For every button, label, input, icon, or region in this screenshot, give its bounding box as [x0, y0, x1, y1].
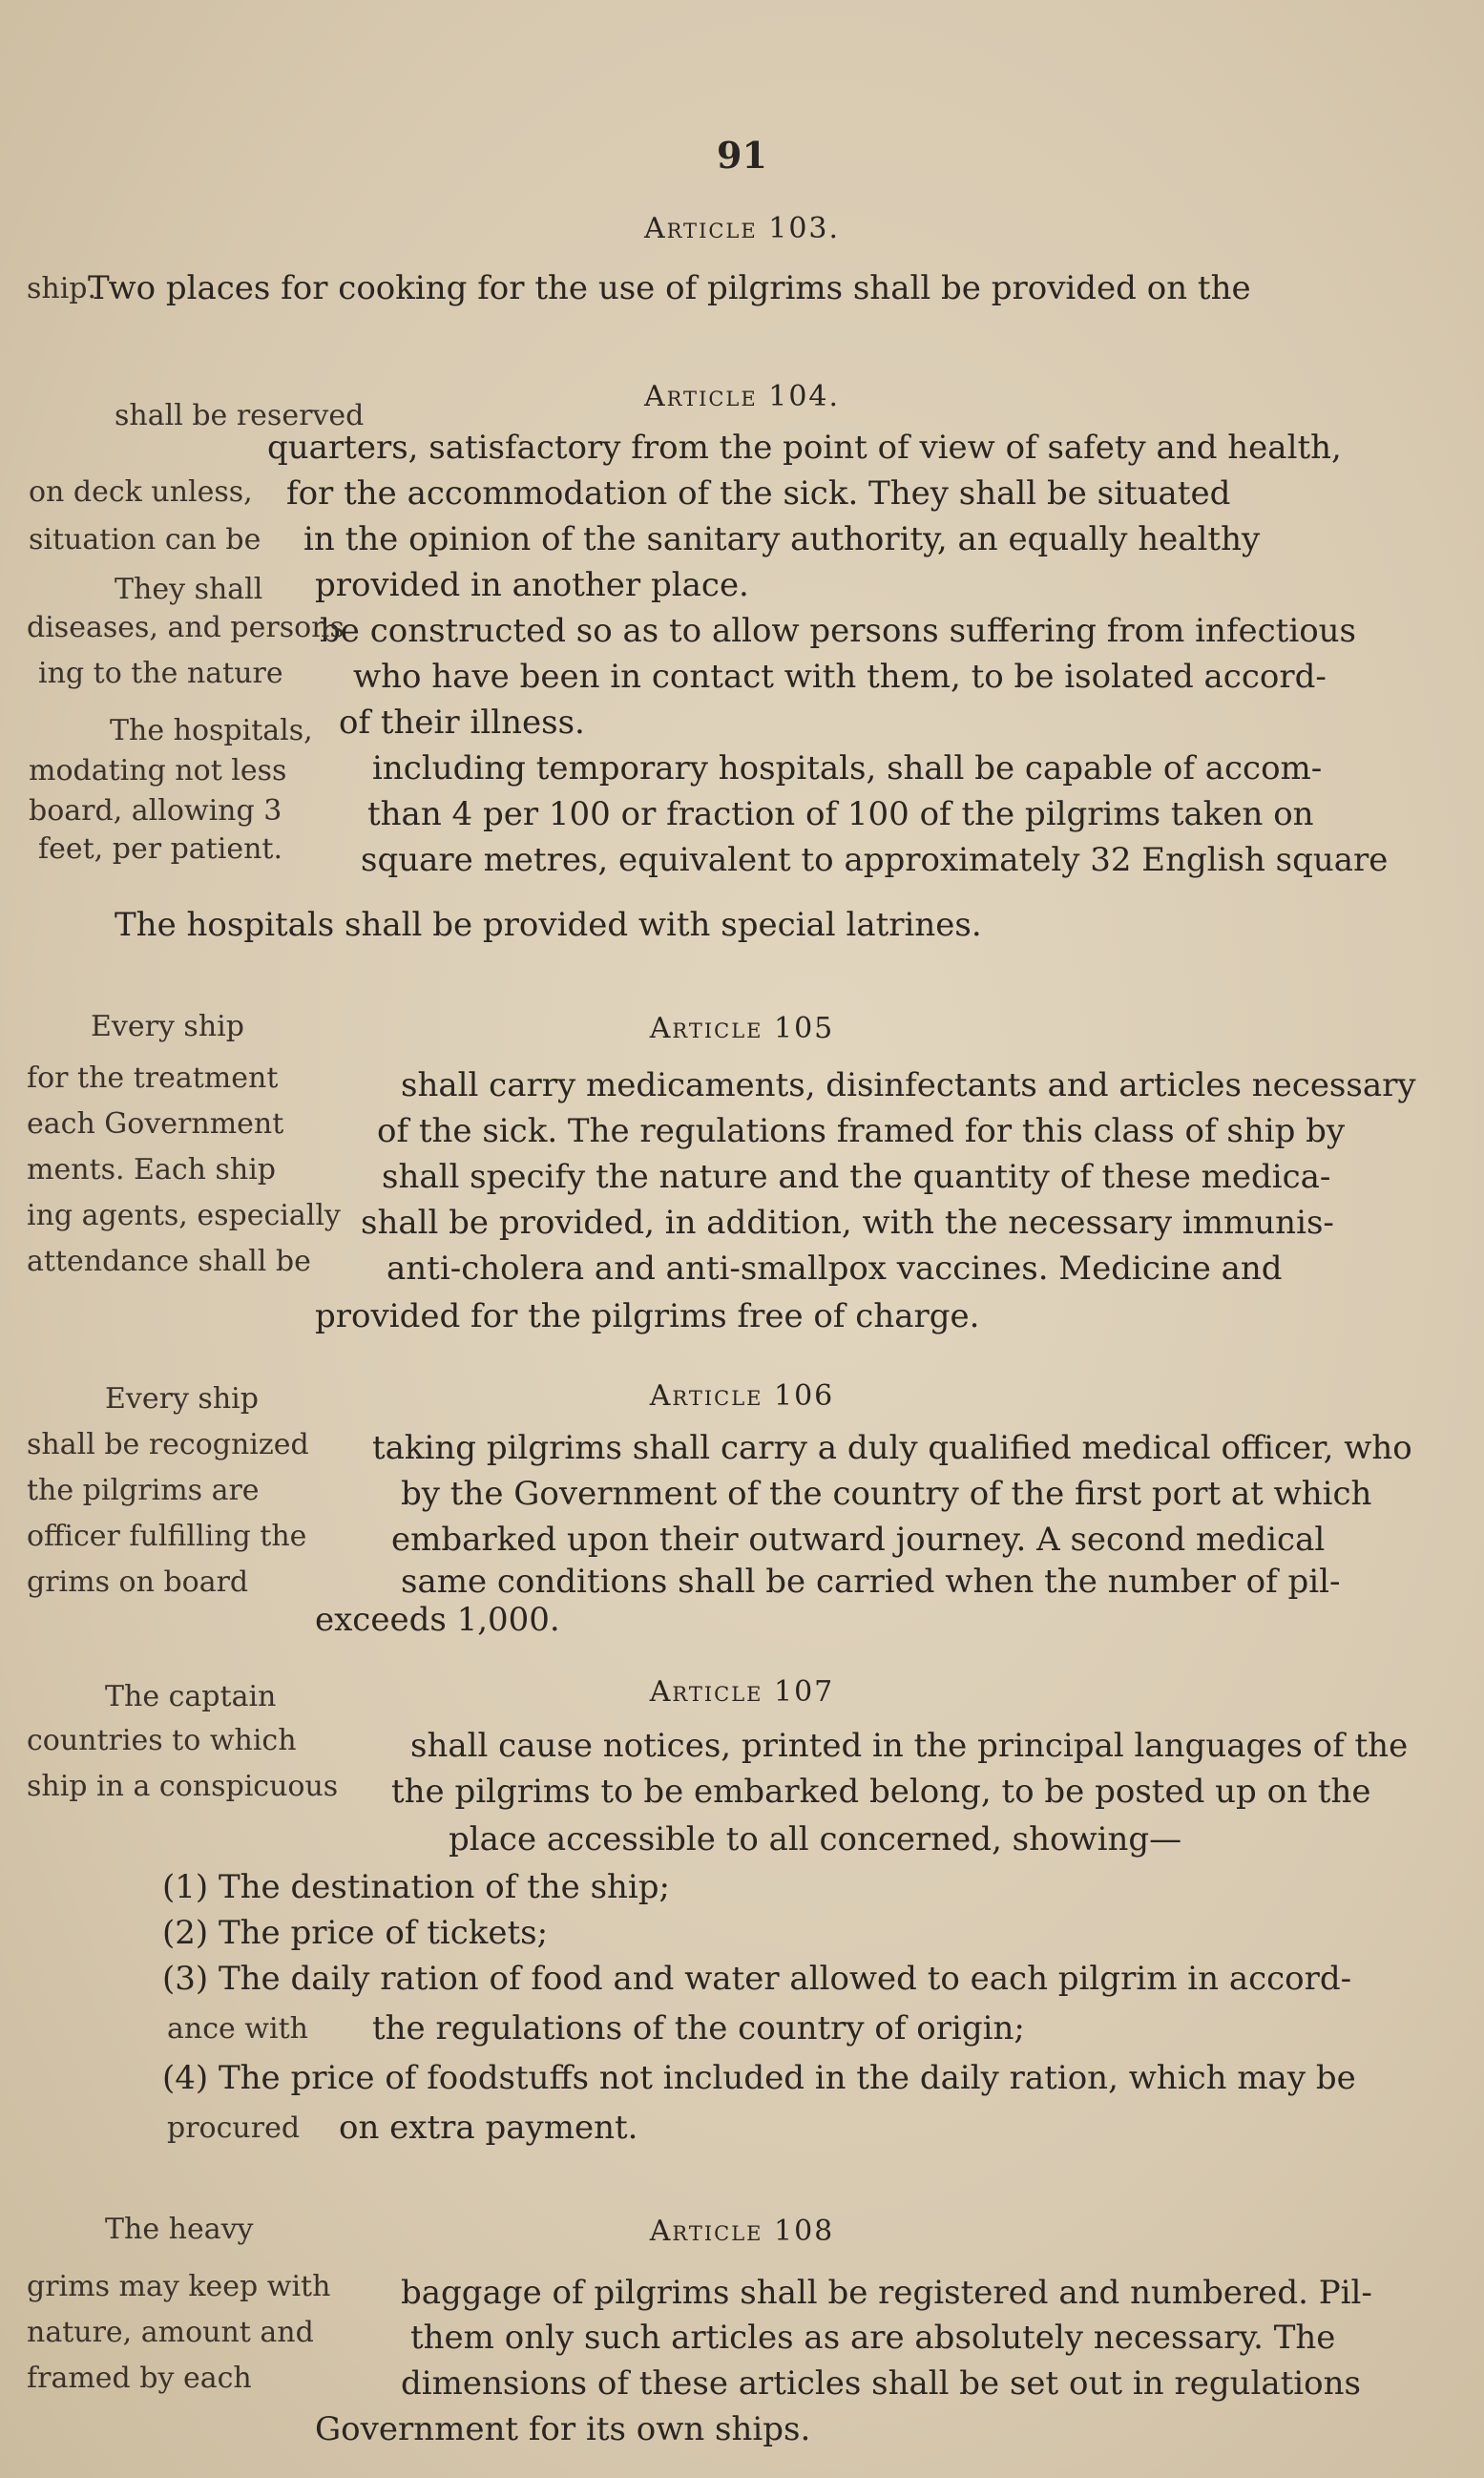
margin-fragment: grims on board [27, 1565, 249, 1599]
article-108-line-1: baggage of pilgrims shall be registered and numbered. Pil- [401, 2274, 1372, 2312]
margin-fragment: Every ship [91, 1010, 244, 1043]
margin-fragment: on deck unless, [29, 475, 253, 509]
article-104-heading: Article 104. [643, 380, 841, 413]
article-107-line-8: (4) The price of foodstuffs not included in the daily ration, which may be [162, 2059, 1356, 2097]
margin-fragment: modating not less [29, 754, 287, 788]
page-number: 91 [717, 134, 767, 177]
article-104-line-3: in the opinion of the sanitary authority, an equally healthy [303, 520, 1261, 558]
margin-fragment: ing agents, especially [27, 1199, 341, 1232]
margin-fragment: framed by each [27, 2362, 252, 2395]
margin-fragment: The hospitals, [110, 714, 313, 747]
article-107-line-2: the pilgrims to be embarked belong, to be posted up on the [391, 1773, 1371, 1811]
margin-fragment: shall be recognized [27, 1428, 309, 1461]
margin-fragment: The captain [105, 1680, 277, 1713]
article-104-line-7: of their illness. [339, 704, 585, 742]
article-105-line-6: provided for the pilgrims free of charge. [315, 1297, 980, 1335]
article-104-line-1: quarters, satisfactory from the point of view of safety and health, [267, 429, 1342, 467]
article-107-line-5: (2) The price of tickets; [162, 1914, 549, 1952]
article-104-line-10: square metres, equivalent to approximately 32 English square [361, 841, 1389, 879]
article-106-line-4: same conditions shall be carried when the number of pil- [401, 1563, 1341, 1601]
margin-fragment: ship in a conspicuous [27, 1770, 339, 1803]
article-104-line-11: The hospitals shall be provided with special latrines. [115, 906, 982, 944]
article-105-line-4: shall be provided, in addition, with the necessary immunis- [361, 1204, 1334, 1242]
article-106-line-1: taking pilgrims shall carry a duly qualified medical officer, who [372, 1429, 1412, 1467]
margin-fragment: The heavy [105, 2213, 254, 2246]
article-107-line-9: on extra payment. [339, 2109, 638, 2147]
article-106-heading: Article 106 [649, 1379, 835, 1413]
article-104-line-2: for the accommodation of the sick. They shall be situated [286, 474, 1231, 513]
margin-fragment: procured [167, 2111, 301, 2145]
article-105-line-3: shall specify the nature and the quantity of these medica- [382, 1158, 1331, 1196]
margin-fragment: each Government [27, 1107, 284, 1141]
margin-fragment: board, allowing 3 [29, 794, 282, 828]
article-107-line-3: place accessible to all concerned, showing— [449, 1820, 1182, 1858]
article-108-line-2: them only such articles as are absolutely necessary. The [410, 2319, 1336, 2357]
article-104-line-5: be constructed so as to allow persons suffering from infectious [320, 612, 1357, 650]
margin-fragment: the pilgrims are [27, 1474, 260, 1507]
margin-fragment: grims may keep with [27, 2270, 331, 2303]
margin-fragment: They shall [115, 573, 263, 606]
article-103-line-1: Two places for cooking for the use of pilgrims shall be provided on the [88, 269, 1251, 307]
margin-fragment: ments. Each ship [27, 1153, 277, 1186]
margin-fragment: officer fulfilling the [27, 1520, 307, 1553]
margin-fragment: feet, per patient. [38, 832, 282, 866]
margin-fragment: attendance shall be [27, 1245, 311, 1278]
article-105-line-2: of the sick. The regulations framed for this class of ship by [377, 1112, 1346, 1150]
article-105-line-1: shall carry medicaments, disinfectants and articles necessary [401, 1066, 1416, 1104]
margin-fragment: ing to the nature [38, 657, 283, 690]
article-104-line-8: including temporary hospitals, shall be capable of accom- [372, 749, 1323, 788]
article-108-heading: Article 108 [649, 2215, 835, 2248]
article-107-line-7: the regulations of the country of origin; [372, 2009, 1025, 2048]
article-106-line-2: by the Government of the country of the first port at which [401, 1475, 1372, 1513]
margin-fragment: ship. [27, 272, 97, 305]
margin-fragment: ance with [167, 2012, 308, 2046]
article-105-line-5: anti-cholera and anti-smallpox vaccines. Medicine and [387, 1250, 1283, 1288]
article-107-heading: Article 107 [649, 1675, 835, 1709]
article-107-line-1: shall cause notices, printed in the principal languages of the [410, 1727, 1409, 1765]
margin-fragment: shall be reserved [115, 399, 365, 432]
article-106-line-3: embarked upon their outward journey. A second medical [391, 1521, 1326, 1559]
margin-fragment: diseases, and persons [27, 611, 345, 644]
margin-fragment: Every ship [105, 1382, 259, 1416]
article-107-line-4: (1) The destination of the ship; [162, 1868, 671, 1906]
margin-fragment: for the treatment [27, 1061, 279, 1095]
margin-fragment: countries to which [27, 1724, 297, 1757]
article-104-line-4: provided in another place. [315, 566, 749, 604]
article-107-line-6: (3) The daily ration of food and water allowed to each pilgrim in accord- [162, 1960, 1352, 1998]
article-105-heading: Article 105 [649, 1012, 835, 1045]
margin-fragment: situation can be [29, 523, 261, 556]
margin-fragment: nature, amount and [27, 2316, 314, 2349]
article-108-line-4: Government for its own ships. [315, 2410, 811, 2448]
article-104-line-6: who have been in contact with them, to be isolated accord- [353, 658, 1327, 696]
article-104-line-9: than 4 per 100 or fraction of 100 of the pilgrims taken on [367, 795, 1314, 833]
article-108-line-3: dimensions of these articles shall be set out in regulations [401, 2364, 1361, 2403]
article-106-line-5: exceeds 1,000. [315, 1601, 560, 1639]
article-103-heading: Article 103. [643, 212, 841, 245]
